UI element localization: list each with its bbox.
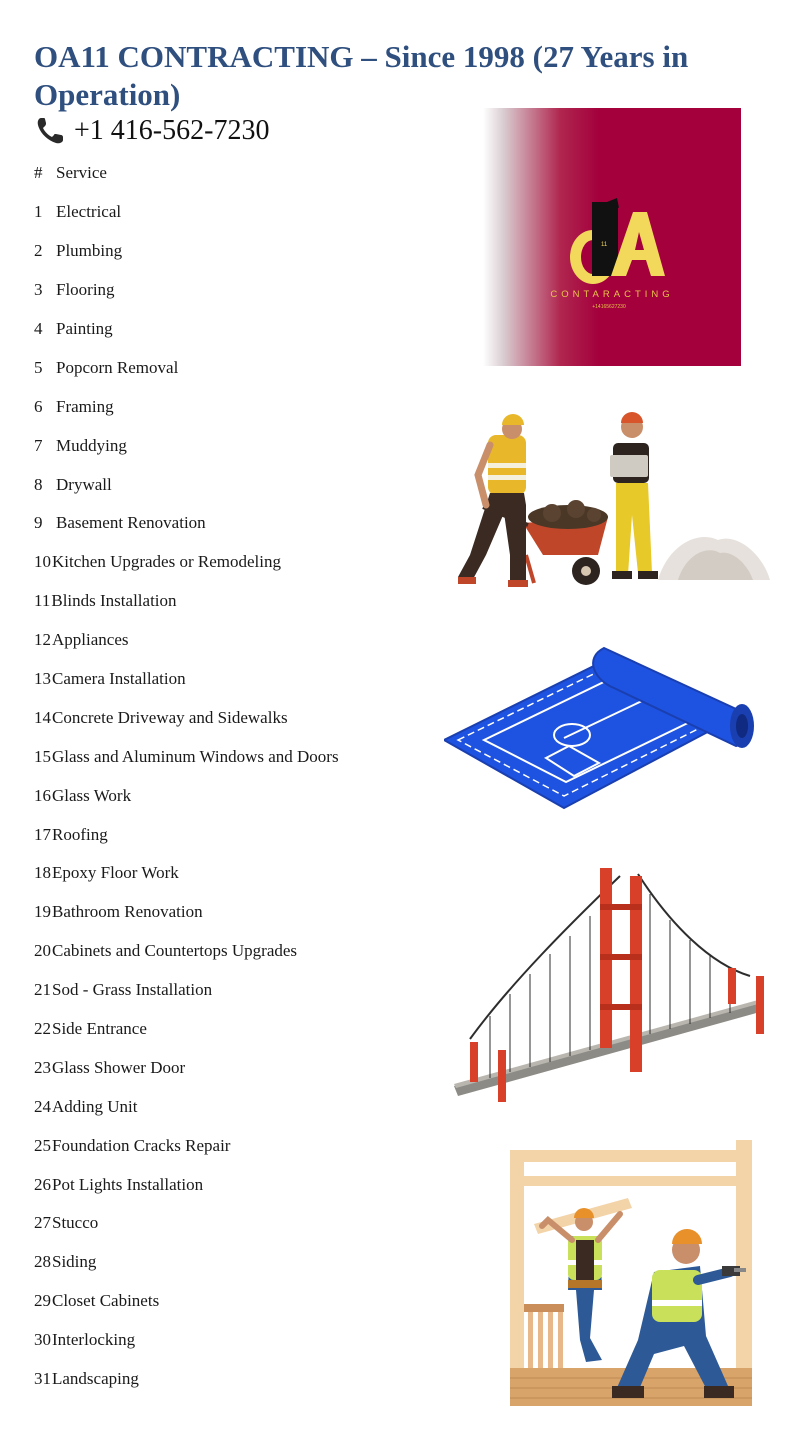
services-table — [34, 154, 434, 1399]
table-row — [34, 660, 434, 699]
table-row — [34, 1243, 434, 1282]
table-row — [34, 582, 434, 621]
phone-contact[interactable] — [34, 112, 269, 150]
service-name: Sod - Grass Installation — [52, 980, 213, 1000]
table-row — [34, 815, 434, 854]
service-name: Painting — [56, 319, 113, 338]
service-name: Side Entrance — [52, 1019, 147, 1039]
service-number: 24 — [34, 1096, 51, 1116]
table-row — [34, 1126, 434, 1165]
service-number: 15 — [34, 746, 51, 766]
service-number: 3 — [34, 280, 43, 300]
service-number: 23 — [34, 1057, 51, 1077]
logo-wordmark: CONTARACTING — [550, 289, 674, 300]
service-number: 4 — [34, 319, 43, 338]
page-title: OA11 CONTRACTING – Since 1998 (27 Years in Operation) — [34, 39, 689, 112]
table-row — [34, 1165, 434, 1204]
service-number: 10 — [34, 552, 51, 572]
service-name: Drywall — [56, 474, 112, 494]
table-row — [34, 854, 434, 893]
service-number: 30 — [34, 1330, 51, 1350]
service-name: Foundation Cracks Repair — [52, 1135, 231, 1155]
table-row — [34, 1204, 434, 1243]
blueprint-roll-illustration — [444, 608, 760, 830]
oa-contracting-logo — [483, 108, 741, 366]
table-row — [34, 543, 434, 582]
service-number: 7 — [34, 435, 43, 455]
service-number: 1 — [34, 202, 43, 222]
table-row — [34, 1321, 434, 1360]
service-name: Bathroom Renovation — [52, 902, 203, 922]
service-name: Electrical — [56, 202, 122, 222]
table-row — [34, 1282, 434, 1321]
service-number: 16 — [34, 785, 51, 805]
table-row — [34, 932, 434, 971]
service-number: 19 — [34, 902, 51, 922]
service-number: 18 — [34, 863, 51, 883]
table-row — [34, 621, 434, 660]
service-name: Stucco — [52, 1213, 99, 1233]
service-name: Plumbing — [56, 241, 123, 261]
service-number: 2 — [34, 241, 43, 261]
service-name: Popcorn Removal — [56, 357, 179, 377]
phone-number: +1 416-562-7230 — [74, 115, 270, 146]
service-name: Siding — [52, 1252, 97, 1272]
service-name: Flooring — [56, 280, 115, 300]
service-number: 31 — [34, 1369, 51, 1389]
service-name: Muddying — [56, 435, 127, 455]
table-row — [34, 1087, 434, 1126]
service-name: Landscaping — [52, 1369, 139, 1389]
service-number: 20 — [34, 941, 51, 961]
table-row — [34, 504, 434, 543]
service-number: 5 — [34, 357, 43, 377]
service-name: Framing — [56, 396, 114, 416]
service-number: 28 — [34, 1252, 51, 1272]
service-name: Pot Lights Installation — [52, 1174, 204, 1194]
service-name: Roofing — [52, 824, 108, 844]
service-name: Closet Cabinets — [52, 1291, 160, 1311]
service-name: Concrete Driveway and Sidewalks — [52, 707, 288, 727]
service-name: Glass Work — [52, 785, 132, 805]
table-row — [34, 1010, 434, 1049]
table-row — [34, 348, 434, 387]
table-row — [34, 971, 434, 1010]
table-row — [34, 193, 434, 232]
service-number: 14 — [34, 707, 51, 727]
service-number: 6 — [34, 396, 43, 416]
table-header-service: Service — [56, 163, 107, 183]
service-name: Interlocking — [52, 1330, 136, 1350]
service-name: Kitchen Upgrades or Remodeling — [52, 552, 281, 572]
table-row — [34, 737, 434, 776]
table-row — [34, 310, 434, 349]
table-row — [34, 232, 434, 271]
service-number: 27 — [34, 1213, 51, 1233]
service-number: 25 — [34, 1135, 51, 1155]
service-number: 13 — [34, 669, 51, 689]
service-name: Camera Installation — [52, 669, 186, 689]
service-name: Appliances — [52, 630, 129, 650]
table-row — [34, 893, 434, 932]
service-name: Glass and Aluminum Windows and Doors — [52, 746, 339, 766]
logo-phone: +14165627230 — [592, 304, 626, 310]
table-row — [34, 465, 434, 504]
service-number: 12 — [34, 630, 51, 650]
service-number: 8 — [34, 474, 43, 494]
construction-workers-wheelbarrow-illustration — [448, 405, 773, 590]
table-row — [34, 1048, 434, 1087]
service-name: Cabinets and Countertops Upgrades — [52, 941, 298, 961]
table-row — [34, 776, 434, 815]
service-name: Glass Shower Door — [52, 1057, 186, 1077]
service-number: 21 — [34, 980, 51, 1000]
service-number: 22 — [34, 1019, 51, 1039]
framing-workers-illustration — [508, 1140, 754, 1406]
service-number: 11 — [34, 591, 51, 611]
service-name: Basement Renovation — [56, 513, 206, 533]
suspension-bridge-illustration — [450, 864, 772, 1104]
service-name: Adding Unit — [52, 1096, 138, 1116]
table-row — [34, 387, 434, 426]
service-number: 17 — [34, 824, 51, 844]
service-number: 9 — [34, 513, 43, 533]
table-row — [34, 271, 434, 310]
table-header-number: # — [34, 163, 43, 183]
service-name: Blinds Installation — [51, 591, 177, 611]
service-name: Epoxy Floor Work — [52, 863, 179, 883]
services-table-header — [34, 154, 434, 193]
service-number: 26 — [34, 1174, 51, 1194]
table-row — [34, 426, 434, 465]
logo-small-mark: 11 — [601, 242, 608, 248]
table-row — [34, 1360, 434, 1399]
telephone-receiver-icon — [34, 115, 66, 147]
service-number: 29 — [34, 1291, 51, 1311]
table-row — [34, 698, 434, 737]
